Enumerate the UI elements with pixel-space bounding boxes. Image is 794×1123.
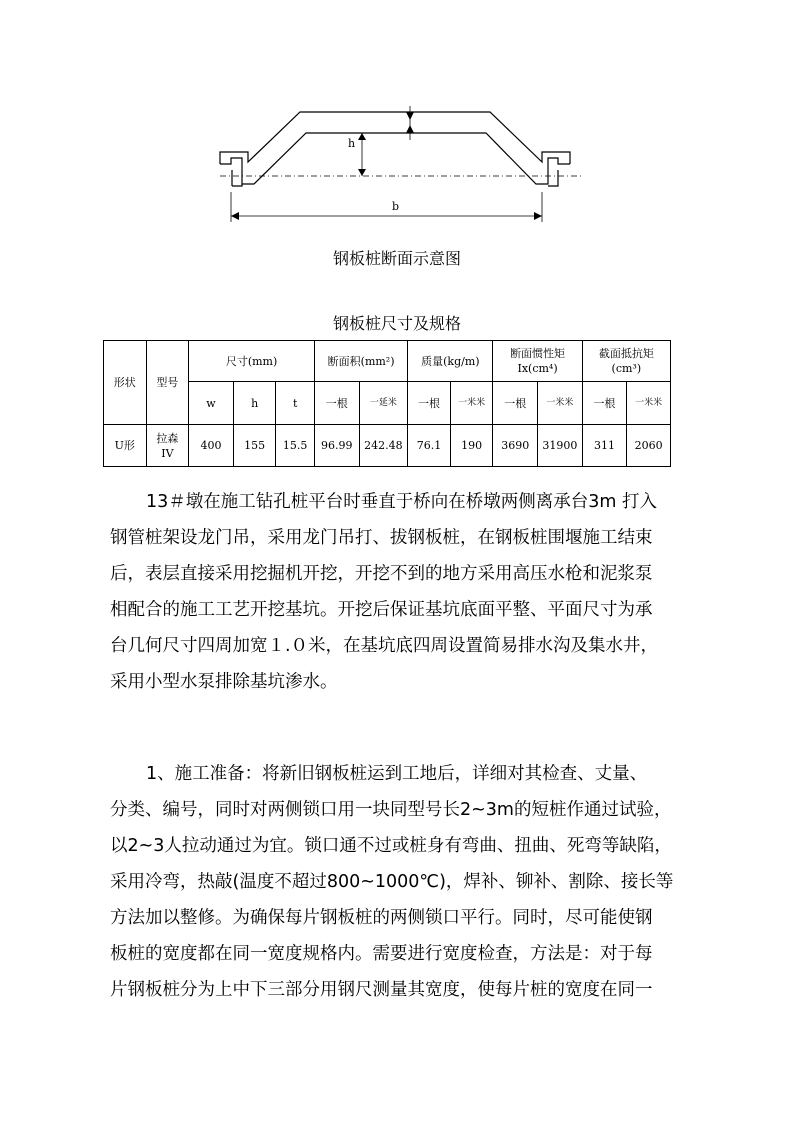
subheader-mass-per: 一米米 [450,382,493,425]
right-lock-bottom [548,170,558,186]
header-inertia: 断面惯性矩 Ix(cm⁴) [493,341,582,382]
header-size: 尺寸(mm) [189,341,315,382]
cell-model: 拉森 IV [146,425,189,467]
subheader-modulus-single: 一根 [582,382,627,425]
right-lock [558,163,570,164]
header-modulus: 截面抵抗矩 (cm³) [582,341,670,382]
subheader-h: h [233,382,276,425]
header-mass: 质量(kg/m) [408,341,493,382]
paragraph-excavation: 13＃墩在施工钻孔桩平台时垂直于桥向在桥墩两侧离承台3m 打入 钢管桩架设龙门吊，采用龙门吊打、拔钢板桩，在钢板桩围堰施工结束 后，表层直接采用挖掘机开挖，开挖不到的地方采用高压水枪和泥浆泵 相配合的施工工艺开挖基坑。开挖后保证基坑底面平整、平面尺寸为承 台几何尺寸四周加宽１.０米，在基坑底四周设置简易排水沟及集水井， 采用小型水泵排除基坑渗水。 [110,492,659,692]
subheader-modulus-per: 一米米 [627,382,671,425]
cell-modulus-per: 2060 [627,425,671,467]
paragraph-preparation: 1、施工准备：将新旧钢板桩运到工地后，详细对其检查、丈量、 分类、编号，同时对两侧锁口用一块同型号长2~3m的短桩作通过试验， 以2~3人拉动通过为宜。锁口通不过或桩身有弯曲、扭曲、死弯等缺陷， 采用冷弯，热敲(温度不超过800~1000℃)，焊补、铆补、割除、接长等 方法加以整修。为确保每片钢板桩的两侧锁口平行。同时，尽可能使钢 板桩的宽度都在同一宽度规格内。需要进行宽度检查，方法是：对于每 片钢板桩分为上中下三部分用钢尺测量其宽度，使每片桩的宽度在同一 [110,764,674,1000]
left-lock-bottom [232,184,242,186]
subheader-inertia-per: 一米米 [538,382,583,425]
cell-modulus-single: 311 [582,425,627,467]
left-lock [220,163,231,164]
cell-inertia-single: 3690 [493,425,538,467]
h-label: h [348,137,356,150]
cell-w: 400 [189,425,234,467]
subheader-area-per: 一延米 [359,382,408,425]
subheader-w: w [189,382,234,425]
subheader-area-single: 一根 [314,382,359,425]
pile-outer-profile [220,112,570,164]
sheet-pile-section-diagram [190,100,590,230]
figure-caption: 钢板桩断面示意图 [332,249,461,268]
table-header-row [104,341,671,382]
b-label: b [392,200,400,213]
subheader-mass-single: 一根 [408,382,451,425]
subheader-inertia-single: 一根 [493,382,538,425]
cell-t: 15.5 [276,425,315,467]
table-subheader-row [104,382,671,425]
cell-inertia-per: 31900 [538,425,583,467]
spec-table [103,340,671,467]
subheader-t: t [276,382,315,425]
table-title: 钢板桩尺寸及规格 [332,314,461,333]
table-row [104,425,671,467]
cell-area-per: 242.48 [359,425,408,467]
header-shape: 形状 [104,341,147,425]
cell-area-single: 96.99 [314,425,359,467]
cell-h: 155 [233,425,276,467]
header-model: 型号 [146,341,189,425]
cell-mass-single: 76.1 [408,425,451,467]
cell-mass-per: 190 [450,425,493,467]
header-area: 断面积(mm²) [314,341,407,382]
cell-shape: U形 [104,425,147,467]
